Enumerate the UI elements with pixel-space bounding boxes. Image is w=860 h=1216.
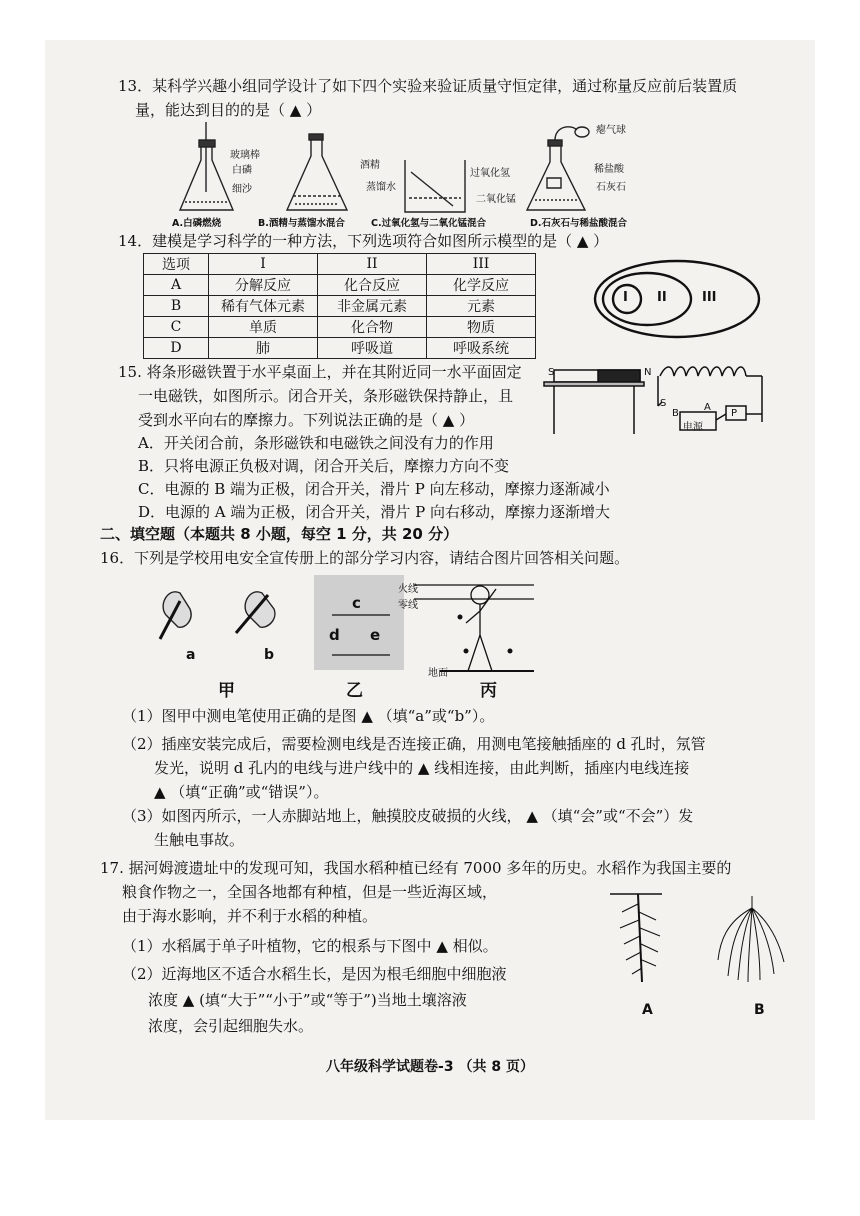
section-title: 二、填空题（本题共 8 小题，每空 1 分，共 20 分）	[100, 525, 459, 543]
neutral-wire-label: 零线	[398, 600, 418, 611]
fig-title-jia: 甲	[218, 681, 235, 701]
table-cell: A	[144, 275, 209, 296]
label-limestone: 石灰石	[596, 182, 626, 193]
socket-hole-e: e	[370, 626, 381, 644]
q15-option-c: C．电源的 B 端为正极，闭合开关，滑片 P 向左移动，摩擦力逐渐减小	[138, 480, 610, 498]
switch-s-label: S	[660, 398, 667, 409]
q17-sub2-line3: 浓度，会引起细胞失水。	[148, 1017, 314, 1035]
q17-sub1: （1）水稻属于单子叶植物，它的根系与下图中 ▲ 相似。	[122, 937, 498, 955]
model-label-iii: III	[702, 290, 717, 305]
terminal-a-label: A	[704, 402, 711, 413]
power-label: 电源	[683, 422, 703, 433]
fig-title-bing: 丙	[480, 681, 497, 701]
q17-stem-line2: 粮食作物之一，全国各地都有种植，但是一些近海区域，	[122, 883, 498, 901]
table-cell: 稀有气体元素	[209, 296, 318, 317]
table-cell: III	[427, 254, 536, 275]
q17-stem-line3: 由于海水影响，并不利于水稻的种植。	[122, 907, 378, 925]
q14-table	[143, 253, 536, 359]
table-cell: D	[144, 338, 209, 359]
q17-root-figure	[602, 890, 802, 1000]
q16-safety-figure	[150, 575, 540, 690]
q16-sub2-line3: ▲ （填“正确”或“错误”）。	[154, 783, 329, 801]
label-glass-rod: 玻璃棒	[230, 150, 260, 161]
label-dilute-hcl: 稀盐酸	[594, 164, 624, 175]
magnet-n-label: N	[644, 367, 652, 378]
caption-c: C.过氧化氢与二氧化锰混合	[371, 218, 487, 229]
q14-nested-model	[592, 258, 762, 340]
q16-sub2-line2: 发光，说明 d 孔内的电线与进户线中的 ▲ 线相连接，由此判断，插座内电线连接	[154, 759, 690, 777]
q17-sub2-line2: 浓度 ▲ (填“大于”“小于”或“等于”)当地土壤溶液	[148, 991, 467, 1009]
table-cell: 呼吸道	[318, 338, 427, 359]
socket-hole-c: c	[352, 594, 361, 612]
table-cell: 化合物	[318, 317, 427, 338]
q16-sub3-line1: （3）如图丙所示，一人赤脚站地上，触摸胶皮破损的火线， ▲ （填“会”或“不会”）发	[122, 807, 694, 825]
ground-label: 地面	[428, 668, 448, 679]
q15-magnet-figure	[540, 362, 770, 442]
q15-option-b: B．只将电源正负极对调，闭合开关后，摩擦力方向不变	[138, 457, 510, 475]
fig-label-a: a	[186, 647, 196, 663]
label-manganese-dioxide: 二氧化锰	[476, 194, 516, 205]
table-cell: 呼吸系统	[427, 338, 536, 359]
q16-sub1: （1）图甲中测电笔使用正确的是图 ▲ （填“a”或“b”）。	[122, 707, 495, 725]
model-label-i: I	[623, 290, 628, 305]
q13-stem-line1: 13．某科学兴趣小组同学设计了如下四个实验来验证质量守恒定律，通过称量反应前后装置质	[118, 77, 738, 95]
q13-stem-line2: 量，能达到目的的是（ ▲ ）	[135, 101, 322, 119]
label-alcohol: 酒精	[360, 160, 380, 171]
slider-p-label: P	[731, 408, 738, 419]
table-cell: 分解反应	[209, 275, 318, 296]
q14-stem: 14．建模是学习科学的一种方法，下列选项符合如图所示模型的是（ ▲ ）	[118, 232, 609, 250]
table-cell: 选项	[144, 254, 209, 275]
label-deflated-balloon: 瘪气球	[596, 125, 626, 136]
q15-stem-line3: 受到水平向右的摩擦力。下列说法正确的是（ ▲ ）	[138, 411, 475, 429]
magnet-s-label: S	[548, 367, 555, 378]
root-label-a: A	[642, 1002, 653, 1018]
label-fine-sand: 细沙	[232, 184, 252, 195]
q17-stem-line1: 17. 据河姆渡遗址中的发现可知，我国水稻种植已经有 7000 多年的历史。水稻作为我国主要的	[100, 859, 732, 877]
socket-hole-d: d	[329, 626, 340, 644]
table-cell: I	[209, 254, 318, 275]
table-row	[144, 275, 536, 296]
table-row	[144, 296, 536, 317]
model-label-ii: II	[657, 290, 667, 305]
label-hydrogen-peroxide: 过氧化氢	[470, 168, 510, 179]
terminal-b-label: B	[672, 408, 679, 419]
socket-panel	[314, 575, 404, 670]
table-cell: B	[144, 296, 209, 317]
caption-b: B.酒精与蒸馏水混合	[258, 218, 345, 229]
caption-a: A.白磷燃烧	[172, 218, 222, 229]
q16-stem: 16．下列是学校用电安全宣传册上的部分学习内容，请结合图片回答相关问题。	[100, 549, 630, 567]
table-cell: 非金属元素	[318, 296, 427, 317]
root-label-b: B	[754, 1002, 765, 1018]
fig-title-yi: 乙	[346, 681, 363, 701]
table-header-row	[144, 254, 536, 275]
taproot-a	[610, 894, 662, 982]
table-cell: 肺	[209, 338, 318, 359]
label-distilled-water: 蒸馏水	[366, 182, 396, 193]
label-white-phosphorus: 白磷	[232, 165, 252, 176]
table-row	[144, 317, 536, 338]
table-row	[144, 338, 536, 359]
table-cell: II	[318, 254, 427, 275]
caption-d: D.石灰石与稀盐酸混合	[530, 218, 627, 229]
q15-stem-line1: 15. 将条形磁铁置于水平桌面上，并在其附近同一水平面固定	[118, 363, 522, 381]
fig-label-b: b	[264, 647, 275, 663]
page-footer: 八年级科学试题卷-3 （共 8 页）	[326, 1059, 534, 1075]
q16-sub2-line1: （2）插座安装完成后，需要检测电线是否连接正确，用测电笔接触插座的 d 孔时，氖管	[122, 735, 706, 753]
q17-sub2-line1: （2）近海地区不适合水稻生长，是因为根毛细胞中细胞液	[122, 965, 507, 983]
fibrous-root-b	[718, 896, 784, 982]
live-wire-label: 火线	[398, 584, 418, 595]
q16-sub3-line2: 生触电事故。	[154, 831, 245, 849]
table-cell: 化合反应	[318, 275, 427, 296]
table-cell: 元素	[427, 296, 536, 317]
hand-b	[245, 592, 275, 627]
q15-option-d: D．电源的 A 端为正极，闭合开关，滑片 P 向右移动，摩擦力逐渐增大	[138, 503, 611, 521]
q15-stem-line2: 一电磁铁，如图所示。闭合开关，条形磁铁保持静止，且	[138, 387, 514, 405]
table-cell: 物质	[427, 317, 536, 338]
table-cell: C	[144, 317, 209, 338]
stopper-a	[199, 140, 215, 147]
table-cell: 化学反应	[427, 275, 536, 296]
q15-option-a: A．开关闭合前，条形磁铁和电磁铁之间没有力的作用	[138, 434, 494, 452]
table-cell: 单质	[209, 317, 318, 338]
